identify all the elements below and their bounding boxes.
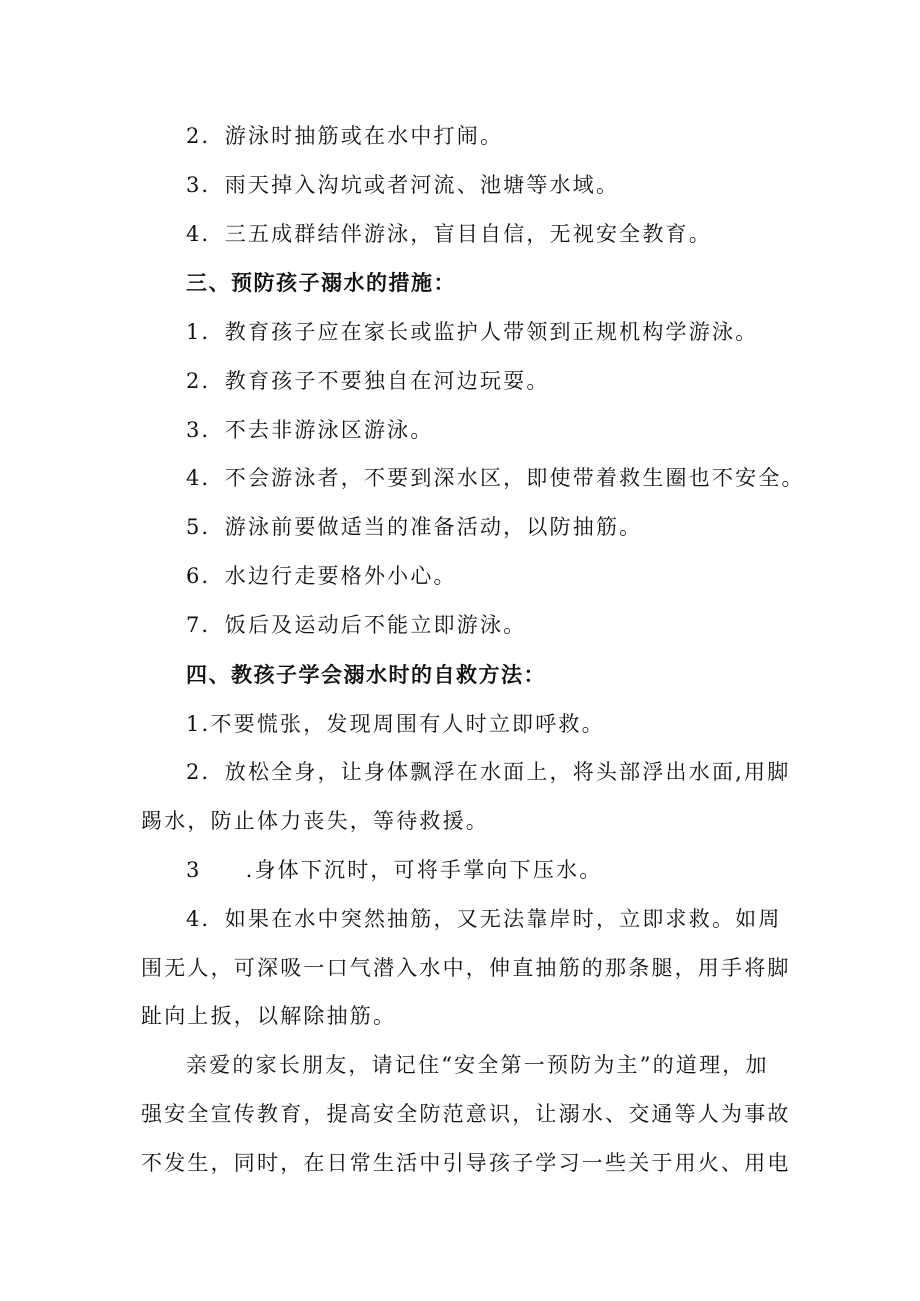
paragraph-line: 趾向上扳，以解除抽筋。 <box>141 1004 397 1028</box>
list-item: 2．游泳时抽筋或在水中打闹。 <box>186 124 504 148</box>
list-item: 4．不会游泳者，不要到深水区，即使带着救生圈也不安全。 <box>186 466 805 490</box>
paragraph-line: 4．如果在水中突然抽筋，又无法靠岸时，立即求救。如周 <box>186 907 782 931</box>
paragraph-line: 亲爱的家长朋友，请记住“安全第一预防为主”的道理，加 <box>186 1053 769 1077</box>
list-item: 7．饭后及运动后不能立即游泳。 <box>186 613 527 637</box>
list-item: 3．雨天掉入沟坑或者河流、池塘等水域。 <box>186 173 620 197</box>
list-item: 1.不要慌张，发现周围有人时立即呼救。 <box>186 712 605 736</box>
list-item: 5．游泳前要做适当的准备活动，以防抽筋。 <box>186 515 643 539</box>
list-item: 4．三五成群结伴游泳，盲目自信，无视安全教育。 <box>186 222 712 246</box>
paragraph-line: 2．放松全身，让身体飘浮在水面上，将头部浮出水面,用脚 <box>186 760 791 784</box>
paragraph-line: 不发生，同时，在日常生活中引导孩子学习一些关于用火、用电 <box>141 1151 791 1175</box>
list-item: 6．水边行走要格外小心。 <box>186 564 457 588</box>
section-heading: 三、预防孩子溺水的措施： <box>186 271 456 295</box>
list-item <box>186 855 602 885</box>
list-item: 1．教育孩子应在家长或监护人带领到正规机构学游泳。 <box>186 320 759 344</box>
item-text: .身体下沉时，可将手掌向下压水。 <box>245 858 603 882</box>
paragraph-line: 强安全宣传教育，提高安全防范意识，让溺水、交通等人为事故 <box>141 1102 791 1126</box>
item-number: 3 <box>186 858 202 882</box>
list-item: 2．教育孩子不要独自在河边玩耍。 <box>186 369 550 393</box>
section-heading: 四、教孩子学会溺水时的自救方法： <box>186 663 546 687</box>
paragraph-line: 围无人，可深吸一口气潜入水中，伸直抽筋的那条腿，用手将脚 <box>141 956 791 980</box>
paragraph-line: 踢水，防止体力丧失，等待救援。 <box>141 809 489 833</box>
list-item: 3．不去非游泳区游泳。 <box>186 418 434 442</box>
